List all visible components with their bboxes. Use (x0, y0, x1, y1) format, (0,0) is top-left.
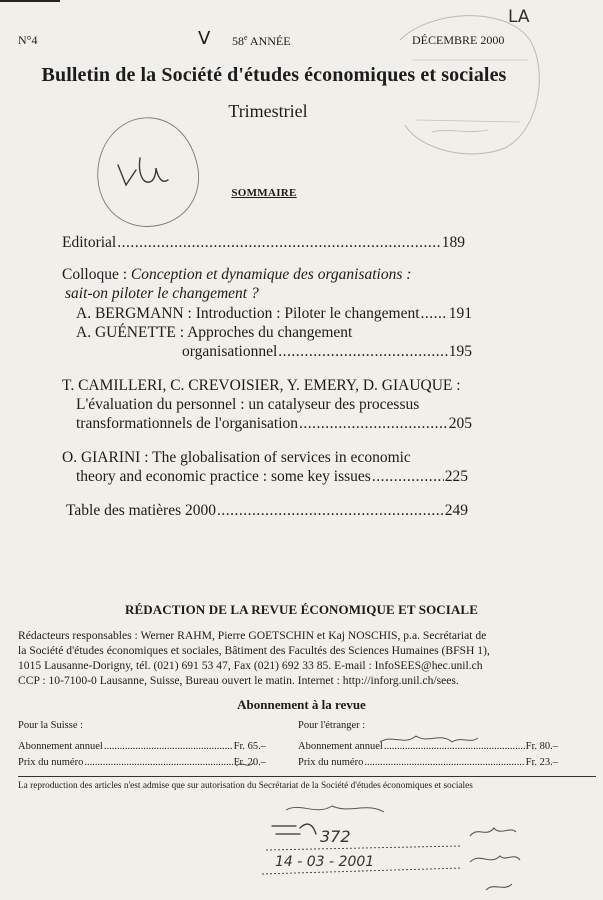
subtitle: Trimestriel (228, 101, 308, 121)
colloque-title-line2: sait-on piloter le changement ? (65, 285, 259, 302)
abonnement-heading: Abonnement à la revue (237, 697, 366, 712)
price-label: Prix du numéro (18, 757, 84, 768)
toc-title-cont: organisationnel (182, 343, 278, 360)
year-label: 58e ANNÉE (232, 33, 291, 48)
handwritten-reg-number: 372 (320, 827, 351, 846)
issue-number: N°4 (18, 33, 38, 47)
handwritten-la: LA (508, 7, 530, 27)
toc-author: A. GUÉNETTE : (76, 324, 188, 341)
register-label-scribble (286, 806, 384, 812)
reproduction-notice: La reproduction des articles n'est admise que sur autorisation du Secrétariat de la Société d'études économiques et sociales (18, 781, 473, 791)
handwritten-check-mark: V (198, 28, 211, 49)
toc-title: Introduction : Piloter le changement (195, 305, 420, 322)
toc-page: 191 (448, 305, 472, 322)
register-label-scribble (470, 828, 516, 836)
toc-title-line2: transformationnels de l'organisation (76, 415, 299, 432)
handwritten-date: 14 - 03 - 2001 (275, 854, 375, 870)
handwritten-prefix-scribble (272, 824, 316, 834)
register-label-scribble (380, 736, 478, 742)
price-value: Fr. 23.– (525, 757, 558, 768)
price-label: Abonnement annuel (298, 741, 383, 752)
dotted-line (266, 846, 460, 850)
redaction-line: Rédacteurs responsables : Werner RAHM, Pierre GOETSCHIN et Kaj NOSCHIS, p.a. Secrétariat de (18, 629, 487, 642)
suisse-label: Pour la Suisse : (18, 720, 84, 731)
price-value: Fr. 65.– (233, 741, 266, 752)
price-label: Prix du numéro (298, 757, 364, 768)
bulletin-title: Bulletin de la Société d'études économiques et sociales (41, 64, 507, 86)
redaction-line: la Société d'études économiques et sociales, Bâtiment des Facultés des Sciences Humaines (BFSH 1), (18, 644, 490, 657)
toc-label: Editorial (62, 234, 117, 251)
price-value: Fr. 80.– (525, 741, 558, 752)
redaction-heading: RÉDACTION DE LA REVUE ÉCONOMIQUE ET SOCIALE (125, 602, 478, 617)
price-value: Fr. 20.– (233, 757, 266, 768)
register-label-scribble (236, 762, 254, 766)
redaction-line: 1015 Lausanne-Dorigny, tél. (021) 691 53 47, Fax (021) 692 33 85. E-mail : InfoSEES@hec.unil.ch (18, 659, 483, 672)
redaction-line: CCP : 10-7100-0 Lausanne, Suisse, Bureau ouvert le matin. Internet : http://inforg.unil.ch/sees. (18, 674, 459, 687)
toc-page: 189 (441, 234, 465, 251)
toc-authors: T. CAMILLERI, C. CREVOISIER, Y. EMERY, D. GIAUQUE : (62, 377, 461, 394)
toc-title-line2: theory and economic practice : some key issues (76, 468, 371, 485)
handwritten-initials (118, 158, 168, 185)
colloque-title-line1: Conception et dynamique des organisations : (130, 266, 412, 283)
sommaire-heading: SOMMAIRE (231, 187, 297, 199)
toc-title-line1: O. GIARINI : The globalisation of services in economic (62, 449, 411, 466)
toc-page: 205 (448, 415, 472, 432)
price-label: Abonnement annuel (18, 741, 103, 752)
toc-page: 195 (448, 343, 472, 360)
register-label-scribble (486, 884, 512, 890)
toc-page: 249 (444, 502, 468, 519)
toc-title: Approches du changement (187, 324, 353, 341)
toc-label: Table des matières 2000 (66, 502, 216, 519)
toc-author: A. BERGMANN : (76, 305, 196, 322)
hand-drawn-circle (98, 118, 199, 227)
toc-page: 225 (444, 468, 468, 485)
register-label-scribble (470, 856, 520, 862)
colloque-prefix: Colloque : (62, 266, 131, 283)
toc-title-line1: L'évaluation du personnel : un catalyseur des processus (76, 396, 420, 413)
library-stamp (400, 16, 539, 154)
etranger-label: Pour l'étranger : (298, 720, 366, 731)
issue-date: DÉCEMBRE 2000 (412, 33, 505, 47)
